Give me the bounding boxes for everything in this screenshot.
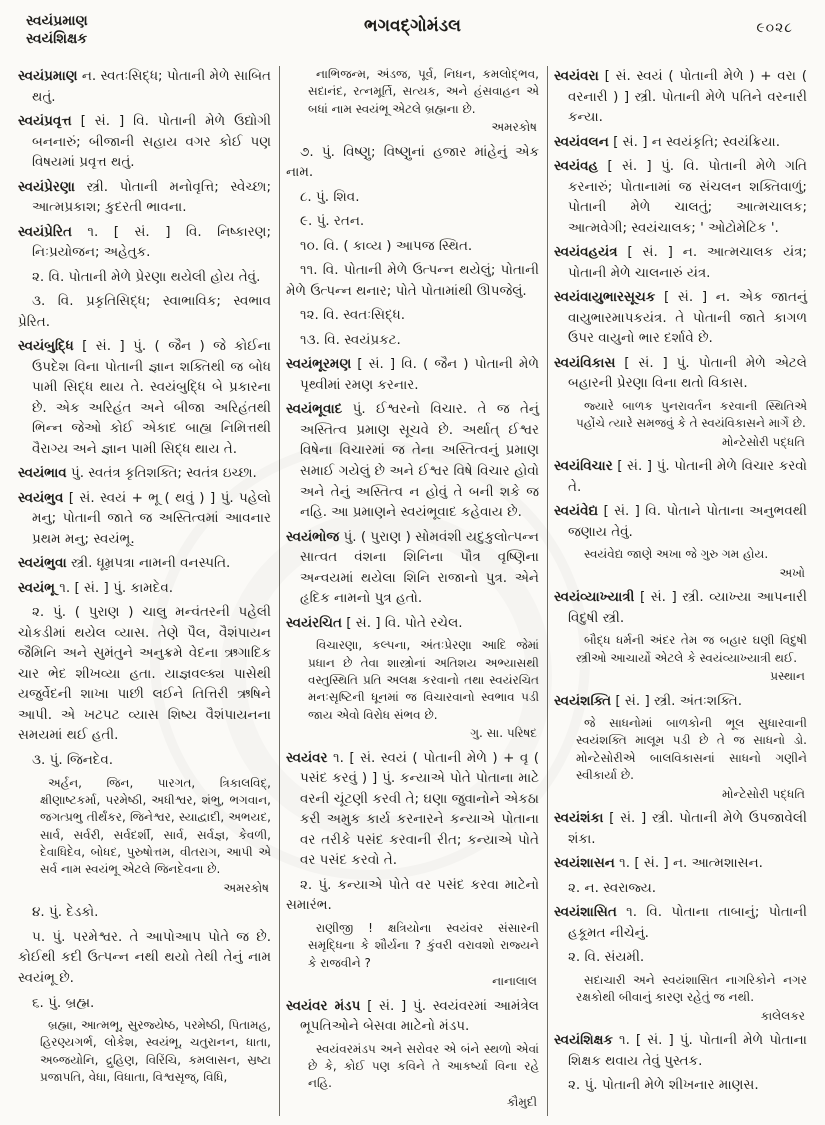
headword: સ્વયંવિકાસ xyxy=(554,354,616,371)
dictionary-entry: સ્વયંવરા [ સં. સ્વયં ( પોતાની મેળે ) + વરા ( વરનારી ) ] સ્ત્રી. પોતાની મેળે પતિને વરનારી કન્યા. xyxy=(554,68,807,126)
headword: સ્વયંબુદ્ધિ xyxy=(18,338,74,355)
headword: સ્વયંપ્રવૃત્ત xyxy=(18,113,72,130)
sense-item: ૬. પું. બ્રહ્મ. xyxy=(32,994,95,1011)
sense-item: ૨. વિ. પોતાની મેળે પ્રેરણા થયેલી હોય તેવું. xyxy=(32,268,261,285)
dictionary-entry: સ્વયંપ્રમાણ ન. સ્વતઃસિદ્ધ; પોતાની મેળે સાબિત થતું. xyxy=(18,68,271,105)
headword: સ્વયંવાયુભારસૂચક xyxy=(554,289,656,306)
dictionary-entry: સ્વયંભુવ [ સં. સ્વયં + ભૂ ( થવું ) ] પું. પહેલો મનુ; પોતાની જાતે જ અસ્તિત્વમાં આવનાર પ્રથમ મનુ; સ્વયંભૂ. xyxy=(18,489,271,547)
source-attribution: મોન્ટેસોરી પદ્ધતિ xyxy=(721,786,805,801)
headword: સ્વયંવર xyxy=(286,749,328,766)
dictionary-entry: સ્વયંશાસિત ૧. વિ. પોતાના તાબાનું; પોતાની હકૂમત નીચેનું. xyxy=(554,904,807,941)
sense-item: ૧૧. વિ. પોતાની મેળે ઉત્પન્ન થયેલું; પોતાની મેળે ઉત્પન્ન થનાર; પોતે પોતામાંથી ઊપજેલું. xyxy=(286,262,539,299)
quotation: વિચારણા, કલ્પના, અંતઃપ્રેરણા આદિ જેમાં પ્રધાન છે તેવા શાસ્ત્રોનાં અતિશય અભ્યાસથી વસ્તુસ્થિતિ પ્રતિ અલક્ષ કરવાનો તથા સ્વયંરચિત મનઃસૃષ્ટિની ધૂનમાં જ વિચારવાનો સ્વભાવ પડી જાય એવો વિરોધ સંભવ છે. xyxy=(308,638,539,722)
column-3 xyxy=(547,66,815,1116)
sense-item: ૨. ન. સ્વરાજ્ય. xyxy=(568,879,657,896)
dictionary-entry: સ્વયંશાસન ૧. [ સં. ] ન. આત્મશાસન. xyxy=(554,855,763,872)
sense-item: ૩. વિ. પ્રકૃતિસિદ્ધ; સ્વાભાવિક; સ્વભાવ પ્રેરિત. xyxy=(18,293,271,330)
guide-word-first: સ્વયંપ્રમાણ xyxy=(26,13,88,29)
quotation: નાભિજન્મ, અંડજ, પૂર્વ, નિધન, કમલોદ્ભવ, સદાનંદ, રત્નમૂર્તિ, સત્યક, અને હંસવાહન એ બધાં નામ સ્વયંભૂ એટલે બ્રહ્મના છે. xyxy=(308,67,539,116)
sense-item: ૪. પું. દેડકો. xyxy=(32,904,99,921)
dictionary-entry: સ્વયંબુદ્ધિ [ સં. ] પું. ( જૈન ) જે કોઈના ઉપદેશ વિના પોતાની જ્ઞાન શક્તિથી જ બોધ પામી સિદ્ધ થાય તે. સ્વયંબુદ્ધિ બે પ્રકારના છે. એક અરિહંત અને બીજા અરિહંતથી ભિન્ન જેઓ કોઈ એકાદ બાહ્ય નિમિત્તથી વૈરાગ્ય અને જ્ઞાન પામી સિદ્ધ થાય તે. xyxy=(18,338,271,457)
headword: સ્વયંભૂરમણ xyxy=(286,356,352,373)
dictionary-entry: સ્વયંવિકાસ [ સં. ] પું. પોતાની મેળે એટલે બહારની પ્રેરણા વિના થતો વિકાસ. xyxy=(554,354,807,392)
headword: સ્વયંવ્યાખ્યાત્રી xyxy=(554,589,635,606)
headword: સ્વયંપ્રેરણા xyxy=(18,178,75,195)
page-header xyxy=(0,0,825,62)
headword: સ્વયંભાવ xyxy=(18,465,67,482)
sense-item: ૨. વિ. સંયમી. xyxy=(568,949,645,966)
source-attribution: મોન્ટેસોરી પદ્ધતિ xyxy=(721,434,805,449)
quotation: જે સાધનોમાં બાળકોની ભૂલ સુધારવાની સ્વયંશક્તિ માલૂમ પડી છે તે જ સાધનો ડો. મોન્ટેસોરીએ બાલવિકાસનાં સાધનો ગણીને સ્વીકાર્યા છે. xyxy=(576,716,807,783)
quotation: રાણીજી ! ક્ષત્રિયોના સ્વયંવર સંસારની સમૃદ્ધિના કે શૌર્યના ? કુંવરી વરાવશો રાજ્યને કે રાજવીને ? xyxy=(308,920,539,970)
quotation: સદાચારી અને સ્વયંશાસિત નાગરિકોને નગર રક્ષકોથી બીવાનું કારણ રહેતું જ નથી. xyxy=(576,972,807,1005)
sense-item: ૫. પું. પરમેશ્વર. તે આપોઆપ પોતે જ છે. કોઈથી કદી ઉત્પન્ન નથી થયો તેથી તેનું નામ સ્વયંભૂ છે. xyxy=(18,928,271,986)
column-1 xyxy=(12,66,279,1116)
source-attribution: કૌમુદી xyxy=(506,1094,537,1109)
source-attribution: અમરકોષ xyxy=(223,880,269,895)
dictionary-entry: સ્વયંવેદ્ય [ સં. ] વિ. પોતાને પોતાના અનુભવથી જણાય તેવું. xyxy=(554,503,807,540)
dictionary-entry: સ્વયંભાવ પું. સ્વતંત્ર કૃતિશક્તિ; સ્વતંત્ર ઇચ્છા. xyxy=(18,465,257,482)
quotation: સ્વયંવરમંડપ અને સરોવર એ બંને સ્થળો એવાં છે કે, કોઈ પણ કવિને તે આકર્ષ્યા વિના રહે નહિ. xyxy=(308,1041,539,1091)
dictionary-entry: સ્વયંભૂરમણ [ સં. ] વિ. ( જૈન ) પોતાની મેળે પૃથ્વીમાં રમણ કરનાર. xyxy=(286,356,539,393)
source-attribution: અખો xyxy=(779,565,805,580)
sense-item: ૧૩. વિ. સ્વયંપ્રકટ. xyxy=(300,331,401,348)
headword: સ્વયંશિક્ષક xyxy=(554,1032,613,1049)
dictionary-entry: સ્વયંભુવા સ્ત્રી. ધૂમ્રપત્રા નામની વનસ્પતિ. xyxy=(18,555,231,572)
sense-item: ૧૦. વિ. ( કાવ્ય ) આપજ સ્થિત. xyxy=(300,237,473,254)
headword: સ્વયંરચિત xyxy=(286,614,342,631)
sense-item: ૨. પું. કન્યાએ પોતે વર પસંદ કરવા માટેનો સમારંભ. xyxy=(286,876,539,914)
quotation: બૌદ્ધ ધર્મની અંદર તેમ જ બહાર ઘણી વિદુષી સ્ત્રીઓ આચાર્યો એટલે કે સ્વયંવ્યાખ્યાત્રી થઈ. xyxy=(576,633,807,665)
dictionary-entry: સ્વયંવહ [ સં. ] પું. વિ. પોતાની મેળે ગતિ કરનારું; પોતાનામાં જ સંચલન શક્તિવાળું; પોતાની મેળે ચાલતું; આત્મચાલક; આત્મવેગી; સ્વયંચાલક; ' ઓટોમેટિક '. xyxy=(554,158,807,236)
dictionary-entry: સ્વયંવહયંત્ર [ સં. ] ન. આત્મચાલક યંત્ર; પોતાની મેળે ચાલનારું યંત્ર. xyxy=(554,244,807,281)
headword: સ્વયંવહયંત્ર xyxy=(554,244,618,261)
text-columns xyxy=(0,62,825,1116)
sense-item: ૮. પું. શિવ. xyxy=(300,188,360,205)
headword: સ્વયંવિચાર xyxy=(554,458,613,475)
dictionary-entry: સ્વયંશંકા [ સં. ] સ્ત્રી. પોતાની મેળે ઉપજાવેલી શંકા. xyxy=(554,810,807,847)
dictionary-entry: સ્વયંવર ૧. [ સં. સ્વયં ( પોતાની મેળે ) + વૃ ( પસંદ કરવું ) ] પું. કન્યાએ પોતે પોતાના માટે વરની ચૂંટણી કરવી તે; ઘણા જુવાનોને એકઠા કરી અમુક કાર્ય કરનારને કન્યાએ પોતાના વર તરીકે પસંદ કરવાની રીત; કન્યાએ પોતે વર પસંદ કરવો તે. xyxy=(286,749,539,869)
sense-item: ૧૨. વિ. સ્વતઃસિદ્ધ. xyxy=(300,307,406,324)
dictionary-entry: સ્વયંવલન [ સં. ] ન સ્વયંકૃતિ; સ્વયંક્રિયા. xyxy=(554,133,781,150)
sense-item: ૨. પું. ( પુરાણ ) ચાલુ મન્વંતરની પહેલી ચોકડીમાં થયેલ વ્યાસ. તેણે પૈલ, વૈશંપાયન જૈમિનિ અને સુમંતુને અનુક્રમે વેદના ઋગાદિક ચાર ભેદ શીખવ્યા હતા. યાજ્ઞવલ્ક્ય પાસેથી યજુર્વેદની શાખા પાછી લઈને તિત્તિરી ઋષિને આપી. એ ખટપટ વ્યાસ શિષ્ય વૈશંપાયનના સમયમાં થઈ હતી. xyxy=(18,604,271,744)
quotation: અર્હન, જિન, પારગત, ત્રિકાલવિદ્, ક્ષીણાષ્ટકર્મા, પરમેષ્ઠી, અધીશ્વર, શંભુ, ભગવાન, જગત્પ્રભુ તીર્થંકર, જિનેશ્વર, સ્યાદ્વાદી, અભયદ, સાર્વ, સર્વરી, સર્વદર્શી, સાર્વ, સર્વજ્ઞ, કેવળી, દેવાધિદેવ, બોધદ, પુરુષોત્તમ, વીતરાગ, આપી એ સર્વ નામ સ્વયંભૂ એટલે જિનદેવના છે. xyxy=(40,775,271,877)
page-number: ૯૦૨૮ xyxy=(756,20,793,36)
dictionary-entry: સ્વયંવર મંડપ [ સં. ] પું. સ્વયંવરમાં આમંત્રેલ ભૂપતિઓને બેસવા માટેનો મંડપ. xyxy=(286,997,539,1035)
dictionary-entry: સ્વયંશિક્ષક ૧. [ સં. ] પું. પોતાની મેળે પોતાના શિક્ષક થવાય તેવું પુસ્તક. xyxy=(554,1032,807,1069)
sense-item: ૭. પું. વિષ્ણુ; વિષ્ણુનાં હજાર માંહેનું એક નામ. xyxy=(286,143,539,181)
quotation: બ્રહ્મા, આત્મભૂ, સુરજ્યેષ્ઠ, પરમેષ્ઠી, પિતામહ, હિરણ્યગર્ભ, લોકેશ, સ્વયંભૂ, ચતુરાનન, ધાતા, અબ્જયોનિ, દ્રુહિણ, વિરિંચિ, કમલાસન, સ્રષ્ટા પ્રજાપતિ, વેધા, વિધાતા, વિશ્વસૃજ્, વિધિ, xyxy=(40,1018,271,1085)
dictionary-entry: સ્વયંપ્રેરિત ૧. [ સં. ] વિ. નિષ્કારણ; નિઃપ્રયોજન; અહેતુક. xyxy=(18,223,271,261)
dictionary-entry: સ્વયંપ્રવૃત્ત [ સં. ] વિ. પોતાની મેળે ઉદ્યોગી બનનારું; બીજાની સહાય વગર કોઈ પણ વિષયમાં પ્રવૃત્ત થતું. xyxy=(18,113,271,171)
dictionary-entry: સ્વયંશક્તિ [ સં. ] સ્ત્રી. અંતઃશક્તિ. xyxy=(554,692,743,709)
headword: સ્વયંભુવ xyxy=(18,489,64,506)
headword: સ્વયંશાસન xyxy=(554,855,615,872)
source-attribution: ગુ. સા. પરિષદ xyxy=(470,726,537,741)
dictionary-entry: સ્વયંભોજ પું. ( પુરાણ ) સોમવંશી યદુકુલોત્પન્ન સાત્વત વંશના શિનિના પૌત્ર વૃષ્ણિના અન્વયમાં થયેલા શિનિ રાજાનો પુત્ર. એને હૃદિક નામનો પુત્ર હતો. xyxy=(286,528,539,607)
quotation: સ્વયંવેદ્ય જાણે અખા જે ગુરુ ગમ હોય. xyxy=(584,547,769,562)
dictionary-entry: સ્વયંરચિત [ સં. ] વિ. પોતે રચેલ. xyxy=(286,614,463,631)
page-title: ભગવદ્ગોમંડલ xyxy=(364,16,461,36)
headword: સ્વયંશક્તિ xyxy=(554,692,612,709)
dictionary-entry: સ્વયંવિચાર [ સં. ] પું. પોતાની મેળે વિચાર કરવો તે. xyxy=(554,458,807,495)
dictionary-entry: સ્વયંવ્યાખ્યાત્રી [ સં. ] સ્ત્રી. વ્યાખ્યા આપનારી વિદુષી સ્ત્રી. xyxy=(554,589,807,626)
column-2 xyxy=(279,66,547,1116)
headword: સ્વયંવર મંડપ xyxy=(286,997,361,1014)
quotation: જ્યારે બાળક પુનરાવર્તન કરવાની સ્થિતિએ પહોંચે ત્યારે સમજવું કે તે સ્વયંવિકાસને માર્ગે છે. xyxy=(576,398,807,431)
dictionary-entry: સ્વયંભૂવાદ પું. ઈશ્વરનો વિચાર. તે જ તેનું અસ્તિત્વ પ્રમાણ સૂચવે છે. અર્થાત્ ઈશ્વર વિષેના વિચારમાં જ તેના અસ્તિત્વનું પ્રમાણ સમાઈ ગયેલું છે અને ઈશ્વર વિષે વિચાર હોવો અને તેનું અસ્તિત્વ ન હોવું તે બની શકે જ નહિ. આ પ્રમાણને સ્વયંભૂવાદ કહેવાય છે. xyxy=(286,401,539,521)
headword: સ્વયંવરા xyxy=(554,68,599,84)
headword: સ્વયંવેદ્ય xyxy=(554,503,599,520)
headword: સ્વયંભોજ xyxy=(286,528,340,545)
source-attribution: પ્રસ્થાન xyxy=(770,668,805,683)
source-attribution: નાનાલાલ xyxy=(492,973,537,988)
headword: સ્વયંવહ xyxy=(554,158,599,175)
dictionary-entry: સ્વયંપ્રેરણા સ્ત્રી. પોતાની મનોવૃત્તિ; સ્વેચ્છા; આત્મપ્રકાશ; કુદરતી ભાવના. xyxy=(18,178,271,216)
headword: સ્વયંશાસિત xyxy=(554,904,617,921)
dictionary-entry: સ્વયંભૂ ૧. [ સં. ] પું. કામદેવ. xyxy=(18,579,174,596)
headword: સ્વયંવલન xyxy=(554,133,609,150)
headword: સ્વયંભૂ xyxy=(18,579,55,596)
sense-item: ૩. પું. જિનદેવ. xyxy=(32,751,114,768)
source-attribution: કાલેલકર xyxy=(760,1008,805,1023)
sense-item: ૨. પું. પોતાની મેળે શીખનાર માણસ. xyxy=(568,1077,759,1094)
headword: સ્વયંભૂવાદ xyxy=(286,401,343,418)
guide-word-last: સ્વયંશિક્ષક xyxy=(26,31,88,48)
dictionary-entry: સ્વયંવાયુભારસૂચક [ સં. ] ન. એક જાતનું વાયુભારમાપકયંત્ર. તે પોતાની જાતે કાગળ ઉપર વાયુનો ભાર દર્શાવે છે. xyxy=(554,289,807,347)
headword: સ્વયંપ્રમાણ xyxy=(18,68,78,84)
sense-item: ૯. પું. રતન. xyxy=(300,213,365,230)
headword: સ્વયંભુવા xyxy=(18,555,67,572)
headword: સ્વયંશંકા xyxy=(554,810,604,827)
headword: સ્વયંપ્રેરિત xyxy=(18,223,72,240)
source-attribution: અમરકોષ xyxy=(491,120,537,135)
